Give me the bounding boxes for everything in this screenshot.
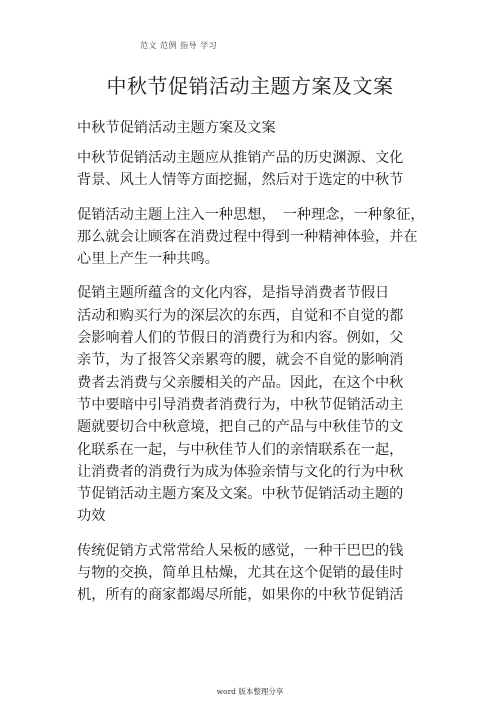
paragraph-line: 节中要暗中引导消费者消费行为，中秋节促销活动主 <box>77 396 404 413</box>
paragraph <box>77 147 423 192</box>
paragraph-line: 节促销活动主题方案及文案。中秋节促销活动主题的 <box>77 486 404 503</box>
document-subtitle: 中秋节促销活动主题方案及文案 <box>77 120 276 136</box>
document-title: 中秋节促销活动主题方案及文案 <box>106 74 394 98</box>
paragraph-line: 那么就会让顾客在消费过程中得到一种精神体验，并在 <box>77 228 418 245</box>
paragraph <box>77 282 423 527</box>
header-note: 范文 范例 指导 学习 <box>140 41 218 50</box>
paragraph <box>77 204 423 271</box>
paragraph <box>77 540 423 607</box>
document-body <box>77 117 423 619</box>
paragraph-line: 活动和购买行为的深层次的东西，自觉和不自觉的都 <box>77 307 404 324</box>
paragraph-line: 中秋节促销活动主题应从推销产品的历史渊源、文化 <box>77 150 404 166</box>
paragraph-line: 亲节，为了报答父亲累弯的腰，就会不自觉的影响消 <box>77 352 404 369</box>
paragraph-line: 心里上产生一种共鸣。 <box>77 251 219 268</box>
paragraph-line: 背景、风土人情等方面挖掘，然后对于选定的中秋节 <box>77 172 404 189</box>
paragraph-line: 传统促销方式常常给人呆板的感觉，一种干巴巴的钱 <box>77 542 404 559</box>
paragraph-line: 促销主题所蕴含的文化内容，是指导消费者节假日 <box>77 285 390 302</box>
paragraph-line: 让消费者的消费行为成为体验亲情与文化的行为中秋 <box>77 463 404 480</box>
paragraph-line: 化联系在一起，与中秋佳节人们的亲情联系在一起， <box>77 441 404 458</box>
paragraph-line: 费者去消费与父亲腰相关的产品。因此，在这个中秋 <box>77 374 404 391</box>
paragraph-line: 促销活动主题上注入一种思想， 一种理念，一种象征， <box>77 206 425 223</box>
paragraph-line: 功效 <box>77 508 106 525</box>
footer-note: word 版本整理分享 <box>216 687 284 696</box>
paragraph-line: 会影响着人们的节假日的消费行为和内容。例如，父 <box>77 330 404 347</box>
paragraph-line: 机，所有的商家都竭尽所能，如果你的中秋节促销活 <box>77 587 404 604</box>
paragraph-line: 题就要切合中秋意境，把自己的产品与中秋佳节的文 <box>77 419 404 436</box>
paragraph-line: 与物的交换，简单且枯燥，尤其在这个促销的最佳时 <box>77 565 404 582</box>
